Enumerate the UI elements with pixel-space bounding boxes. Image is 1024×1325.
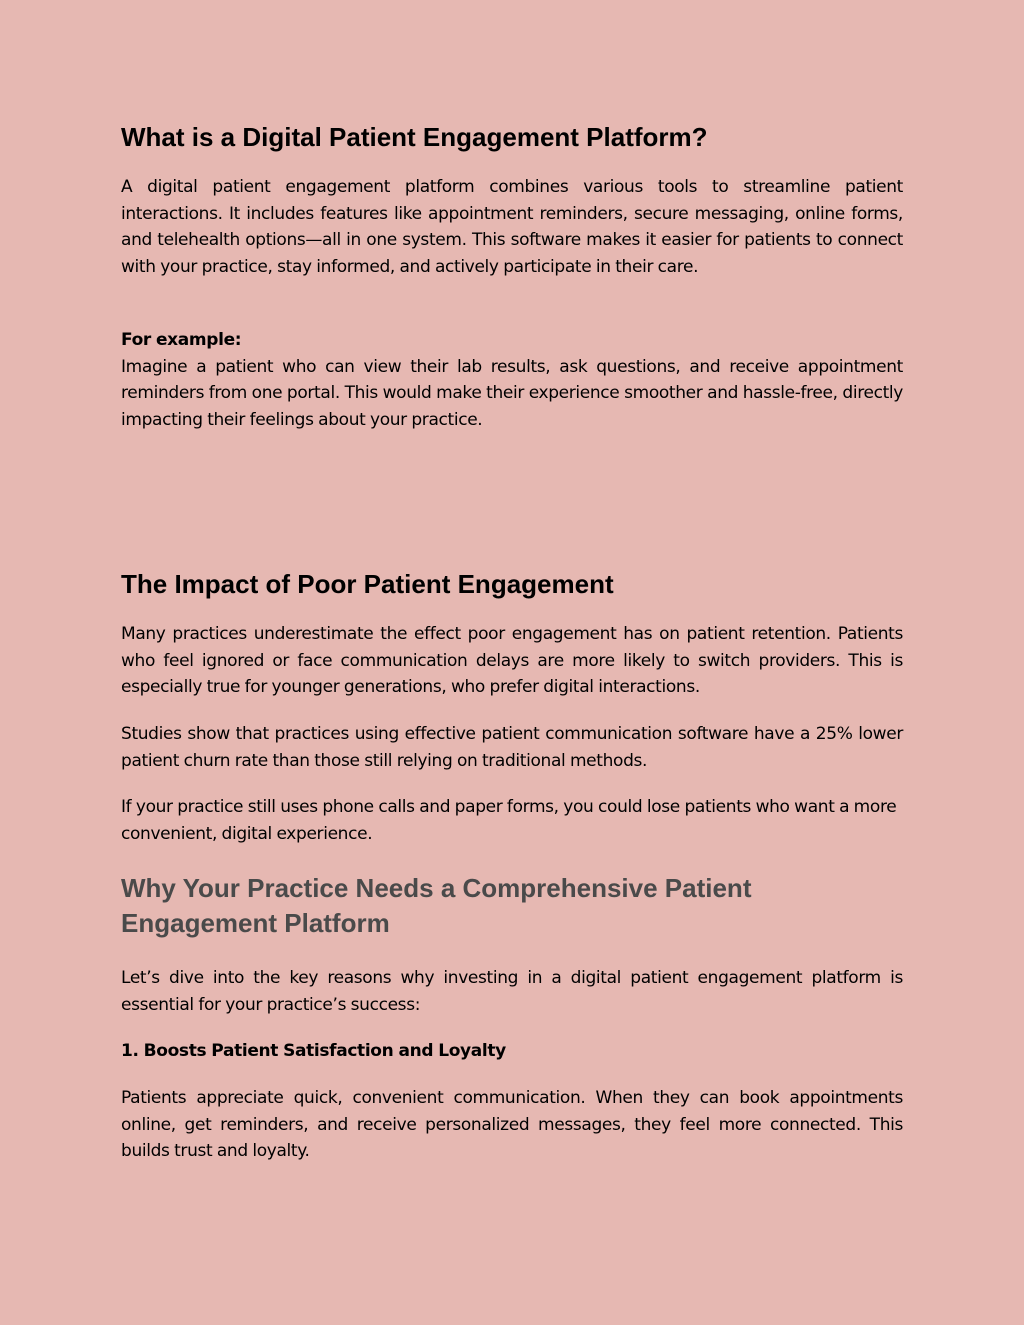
example-block <box>121 327 903 433</box>
paragraph-satisfaction: Patients appreciate quick, convenient communication. When they can book appointments online, get reminders, and receive personalized messages, they feel more connected. This builds trust and loyalty. <box>121 1088 903 1162</box>
section-heading-why-needs-platform: Why Your Practice Needs a Comprehensive Patient Engagement Platform <box>121 873 752 938</box>
point-title-satisfaction: 1. Boosts Patient Satisfaction and Loyalty <box>121 1041 506 1061</box>
example-label: For example: <box>121 330 242 350</box>
paragraph-key-reasons: Let’s dive into the key reasons why investing in a digital patient engagement platform is essential for your practice’s success: <box>121 968 903 1015</box>
paragraph-phone-calls: If your practice still uses phone calls and paper forms, you could lose patients who want a more convenient, digital experience. <box>121 797 897 844</box>
section-heading-digital-platform: What is a Digital Patient Engagement Platform? <box>121 122 708 152</box>
example-text: Imagine a patient who can view their lab results, ask questions, and receive appointment reminders from one portal. This would make their experience smoother and hassle-free, directly impacting their feelings about your practice. <box>121 356 903 430</box>
paragraph-studies: Studies show that practices using effective patient communication software have a 25% lower patient churn rate than those still relying on traditional methods. <box>121 724 903 771</box>
paragraph-platform-intro: A digital patient engagement platform combines various tools to streamline patient interactions. It includes features like appointment reminders, secure messaging, online forms, and telehealth options—all in one system. This software makes it easier for patients to connect with your practice, stay informed, and actively participate in their care. <box>121 177 903 277</box>
section-heading-poor-engagement: The Impact of Poor Patient Engagement <box>121 569 614 599</box>
paragraph-retention: Many practices underestimate the effect poor engagement has on patient retention. Patients who feel ignored or face communication delays are more likely to switch providers. This is especially true for younger generations, who prefer digital interactions. <box>121 624 903 698</box>
